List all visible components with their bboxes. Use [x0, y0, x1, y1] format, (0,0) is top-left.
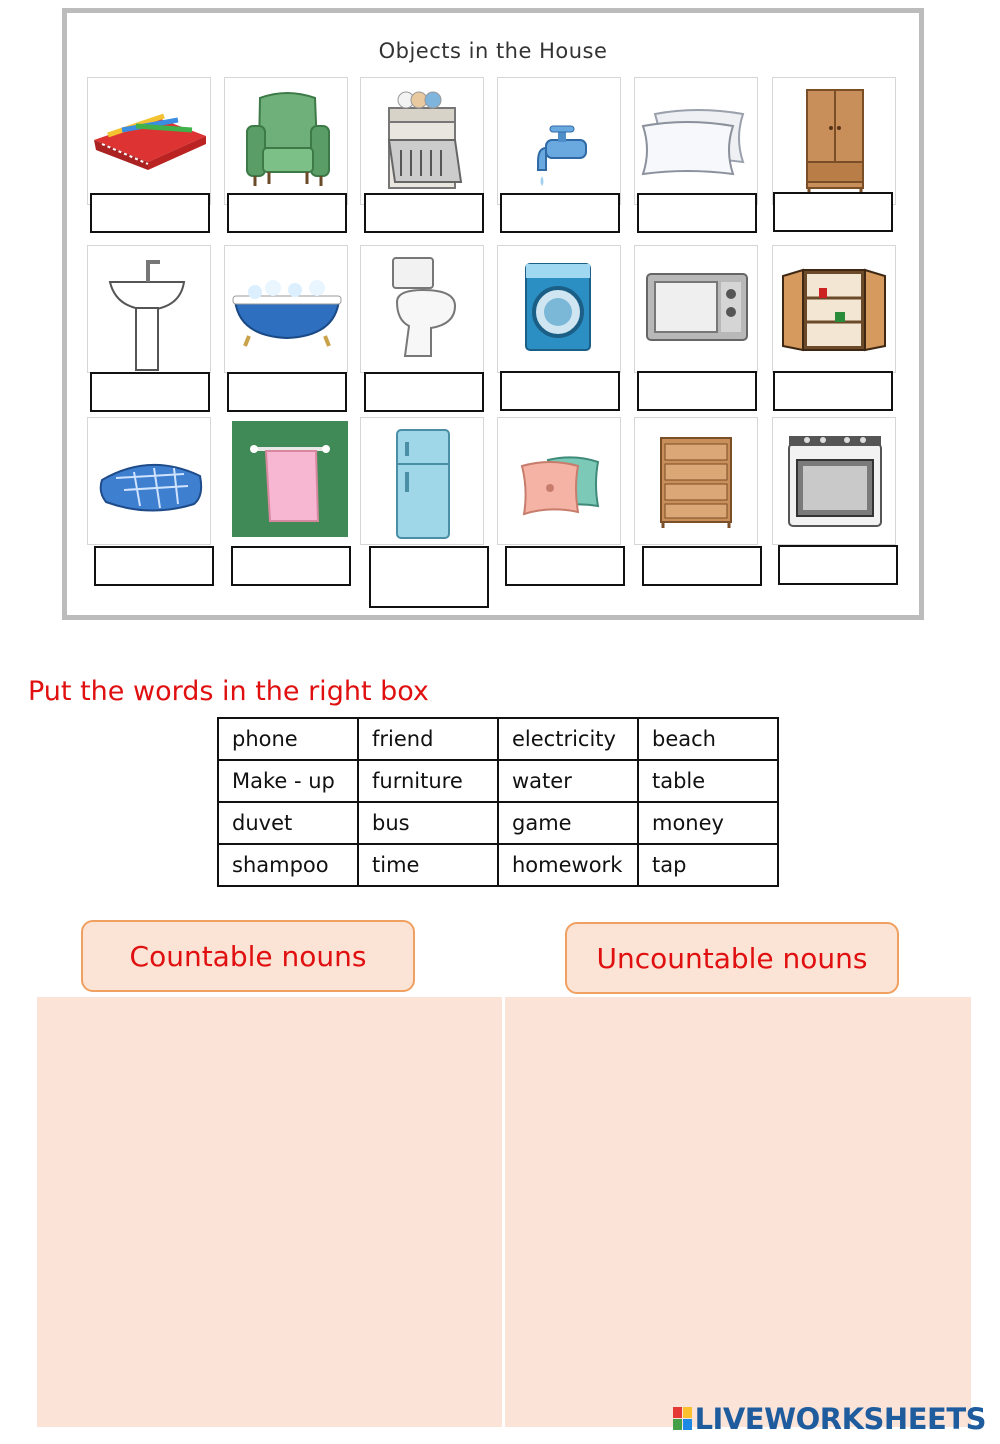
logo-text: LIVEWORKSHEETS — [694, 1402, 986, 1436]
word-cell[interactable]: table — [638, 760, 778, 802]
washing-machine-icon — [497, 245, 621, 373]
answer-box[interactable] — [642, 546, 762, 586]
towel-icon — [232, 421, 348, 537]
answer-box[interactable] — [778, 545, 898, 585]
fridge-icon — [360, 417, 484, 545]
answer-box[interactable] — [364, 193, 484, 233]
answer-box[interactable] — [773, 371, 893, 411]
chest-of-drawers-icon — [634, 417, 758, 545]
answer-box[interactable] — [227, 372, 347, 412]
answer-box[interactable] — [90, 372, 210, 412]
answer-box[interactable] — [637, 371, 757, 411]
word-cell[interactable]: phone — [218, 718, 358, 760]
answer-box[interactable] — [94, 546, 214, 586]
wardrobe-icon — [772, 77, 896, 205]
word-cell[interactable]: beach — [638, 718, 778, 760]
word-cell[interactable]: Make - up — [218, 760, 358, 802]
sink-icon — [87, 245, 211, 373]
word-cell[interactable]: electricity — [498, 718, 638, 760]
tap-icon — [497, 77, 621, 205]
countable-drop-zone[interactable] — [37, 997, 502, 1427]
word-cell[interactable]: game — [498, 802, 638, 844]
uncountable-header: Uncountable nouns — [565, 922, 899, 994]
cushions-icon — [497, 417, 621, 545]
word-cell[interactable]: bus — [358, 802, 498, 844]
dishwasher-icon — [360, 77, 484, 205]
word-cell[interactable]: time — [358, 844, 498, 886]
blanket-icon — [87, 77, 211, 205]
answer-box[interactable] — [369, 546, 489, 608]
word-cell[interactable]: shampoo — [218, 844, 358, 886]
armchair-icon — [224, 77, 348, 205]
answer-box[interactable] — [500, 193, 620, 233]
word-cell[interactable]: water — [498, 760, 638, 802]
cooker-icon — [772, 417, 896, 545]
pillows-icon — [634, 77, 758, 205]
duvet-icon — [87, 417, 211, 545]
answer-box[interactable] — [637, 193, 757, 233]
answer-box[interactable] — [227, 193, 347, 233]
uncountable-drop-zone[interactable] — [505, 997, 971, 1427]
instruction-text: Put the words in the right box — [28, 676, 429, 707]
answer-box[interactable] — [231, 546, 351, 586]
liveworksheets-logo — [673, 1402, 986, 1436]
answer-box[interactable] — [500, 371, 620, 411]
word-cell[interactable]: duvet — [218, 802, 358, 844]
answer-box[interactable] — [773, 192, 893, 232]
word-cell[interactable]: furniture — [358, 760, 498, 802]
logo-mark-icon — [673, 1407, 693, 1431]
word-cell[interactable]: friend — [358, 718, 498, 760]
bathtub-icon — [224, 245, 348, 373]
countable-header: Countable nouns — [81, 920, 415, 992]
word-cell[interactable]: tap — [638, 844, 778, 886]
answer-box[interactable] — [505, 546, 625, 586]
worksheet-title: Objects in the House — [378, 39, 608, 63]
answer-box[interactable] — [90, 193, 210, 233]
word-cell[interactable]: money — [638, 802, 778, 844]
answer-box[interactable] — [364, 372, 484, 412]
word-cell[interactable]: homework — [498, 844, 638, 886]
microwave-icon — [634, 245, 758, 373]
toilet-icon — [360, 245, 484, 373]
word-bank-table — [217, 717, 779, 887]
cupboard-icon — [772, 245, 896, 373]
